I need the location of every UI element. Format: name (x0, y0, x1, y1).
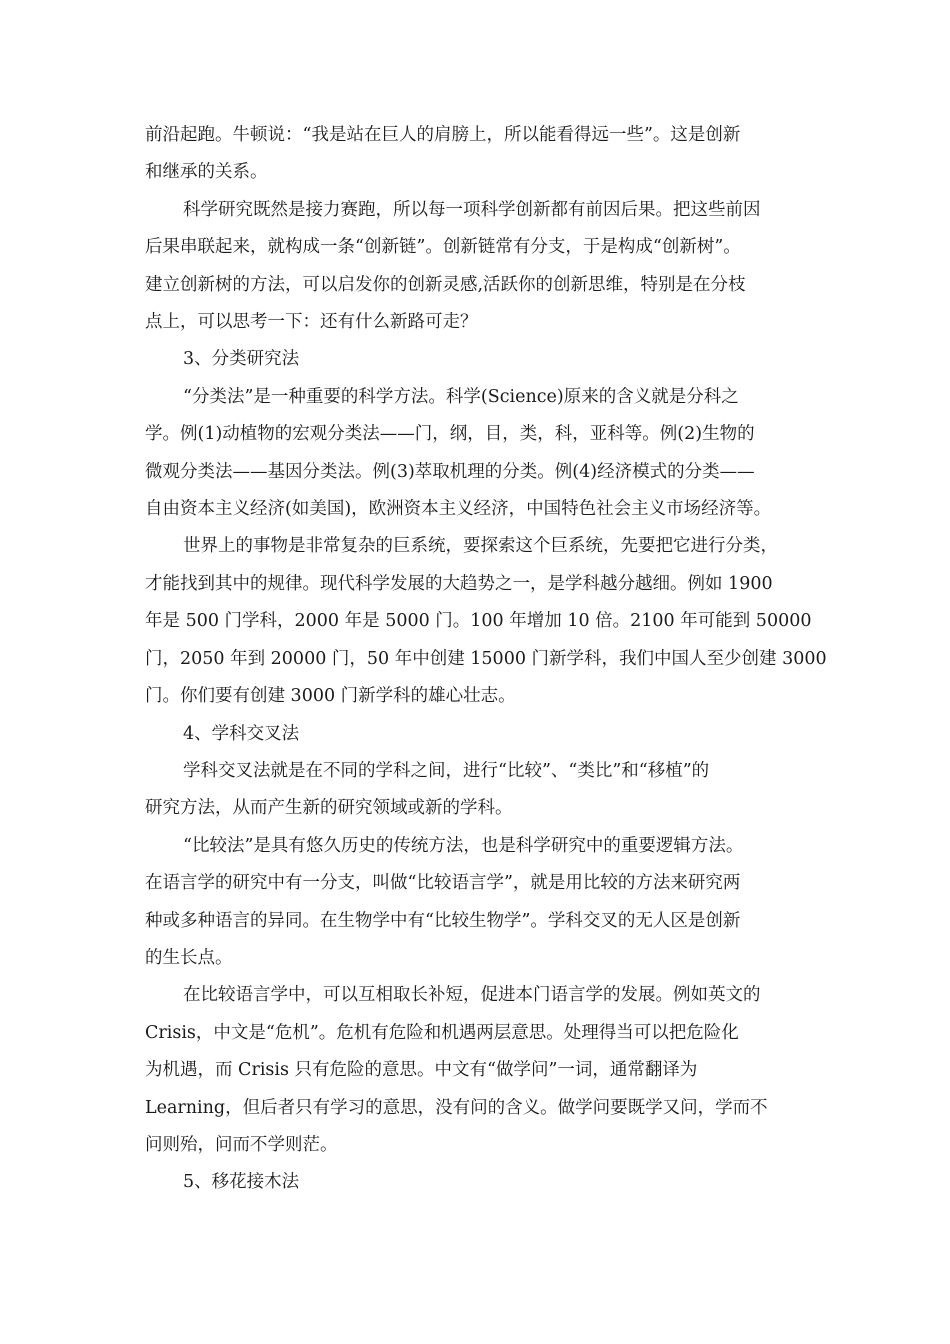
paragraph-line: 门。你们要有创建 3000 门新学科的雄心壮志。 (145, 686, 516, 707)
paragraph-line: Learning，但后者只有学习的意思，没有问的含义。做学问要既学又问，学而不 (145, 1097, 768, 1118)
paragraph-line: 年是 500 门学科，2000 年是 5000 门。100 年增加 10 倍。2100 年可能到 50000 (145, 611, 812, 632)
paragraph (145, 528, 827, 715)
paragraph-line: Crisis，中文是“危机”。危机有危险和机遇两层意思。处理得当可以把危险化 (145, 1022, 739, 1043)
paragraph (145, 379, 810, 529)
section-heading: 5、移花接木法 (183, 1172, 300, 1193)
paragraph (145, 828, 810, 978)
paragraph-line: 学科交叉法就是在不同的学科之间，进行“比较”、“类比”和“移植”的 (183, 760, 710, 781)
paragraph-line: 自由资本主义经济(如美国)，欧洲资本主义经济，中国特色社会主义市场经济等。 (145, 499, 772, 520)
section-heading: 4、学科交叉法 (183, 723, 300, 744)
paragraph-line: “分类法”是一种重要的科学方法。科学(Science)原来的含义就是分科之 (183, 386, 739, 407)
paragraph (145, 753, 810, 828)
paragraph-line: 在语言学的研究中有一分支，叫做“比较语言学”，就是用比较的方法来研究两 (145, 873, 741, 894)
paragraph-line: 学。例(1)动植物的宏观分类法——门，纲，目，类，科，亚科等。例(2)生物的 (145, 424, 755, 445)
paragraph-line: 前沿起跑。牛顿说：“我是站在巨人的肩膀上，所以能看得远一些”。这是创新 (145, 125, 741, 145)
paragraph-line: 微观分类法——基因分类法。例(3)萃取机理的分类。例(4)经济模式的分类—— (145, 461, 755, 482)
paragraph (145, 192, 810, 342)
paragraph-line: 在比较语言学中，可以互相取长补短，促进本门语言学的发展。例如英文的 (183, 985, 761, 1006)
paragraph-line: 为机遇，而 Crisis 只有危险的意思。中文有“做学问”一词，通常翻译为 (145, 1060, 698, 1081)
document-page (145, 117, 827, 1202)
paragraph-line: 的生长点。 (145, 947, 233, 968)
paragraph-line: 研究方法，从而产生新的研究领域或新的学科。 (145, 798, 513, 819)
paragraph (145, 117, 810, 192)
paragraph-line: 科学研究既然是接力赛跑，所以每一项科学创新都有前因后果。把这些前因 (183, 199, 761, 220)
section-heading: 3、分类研究法 (183, 349, 300, 370)
paragraph (145, 977, 810, 1164)
paragraph-line: 世界上的事物是非常复杂的巨系统，要探索这个巨系统，先要把它进行分类， (183, 536, 778, 557)
paragraph-line: 才能找到其中的规律。现代科学发展的大趋势之一，是学科越分越细。例如 1900 (145, 573, 773, 594)
paragraph-line: 建立创新树的方法，可以启发你的创新灵感,活跃你的创新思维，特别是在分枝 (145, 274, 746, 295)
paragraph-line: 问则殆，问而不学则茫。 (145, 1134, 338, 1155)
paragraph-line: “比较法”是具有悠久历史的传统方法，也是科学研究中的重要逻辑方法。 (183, 835, 744, 856)
paragraph-line: 种或多种语言的异同。在生物学中有“比较生物学”。学科交叉的无人区是创新 (145, 910, 741, 931)
paragraph-line: 门，2050 年到 20000 门，50 年中创建 15000 门新学科，我们中国人至少创建 3000 (145, 648, 827, 669)
paragraph-line: 点上，可以思考一下：还有什么新路可走？ (145, 312, 478, 333)
paragraph-line: 后果串联起来，就构成一条“创新链”。创新链常有分支，于是构成“创新树”。 (145, 237, 741, 258)
paragraph-line: 和继承的关系。 (145, 162, 268, 183)
